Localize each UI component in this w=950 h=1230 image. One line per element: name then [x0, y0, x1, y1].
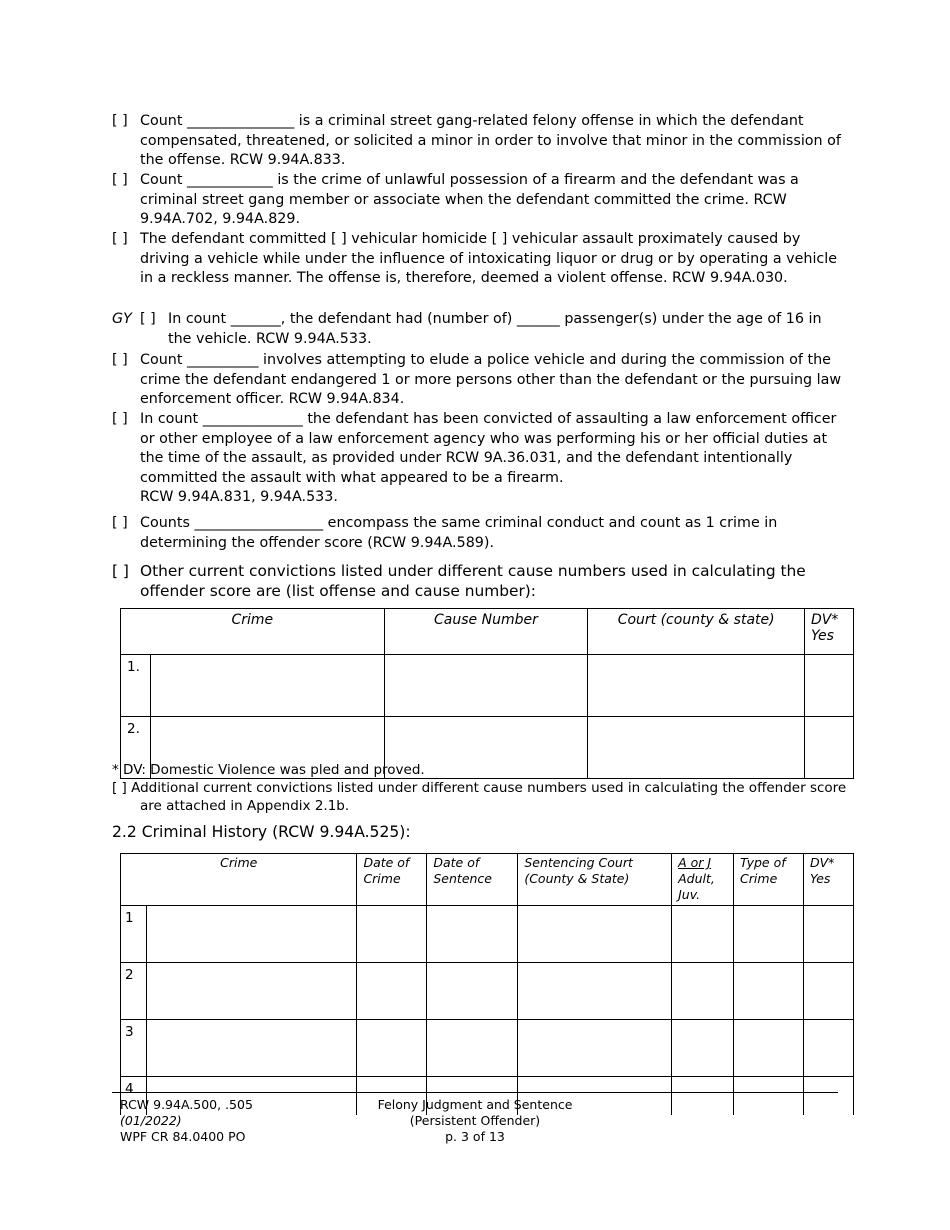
additional-convictions-note[interactable]: [ ] Additional current convictions listed under different cause numbers used in calculating the offender score are attached in Appendix 2.1b.	[112, 780, 847, 814]
adult-juv-cell[interactable]	[672, 963, 734, 1020]
row-number: 2.	[121, 717, 151, 779]
date-of-crime-cell[interactable]	[357, 1020, 427, 1077]
table-row	[121, 963, 854, 1020]
row-number: 1.	[121, 655, 151, 717]
item-text: The defendant committed [ ] vehicular homicide [ ] vehicular assault proximately caused by driving a vehicle while under the influence of intoxicating liquor or drug or by operating a vehicle in a reckless manner. The offense is, therefore, deemed a violent offense. RCW 9.94A.030.	[140, 231, 838, 287]
crime-cell[interactable]	[150, 655, 384, 717]
footer-title: Felony Judgment and Sentence	[377, 1097, 573, 1112]
court-cell[interactable]	[588, 655, 805, 717]
footer-form-number: WPF CR 84.0400 PO	[120, 1129, 246, 1144]
adult-juv-cell[interactable]	[672, 906, 734, 963]
gy-label: GY	[112, 311, 132, 327]
sentencing-court-cell[interactable]	[518, 1020, 672, 1077]
adult-juv-cell[interactable]	[672, 1020, 734, 1077]
item-text: Count ____________ is the crime of unlawful possession of a firearm and the defendant was a criminal street gang member or associate when the defendant committed the crime. RCW 9.94A.702, 9.94A.829.	[140, 172, 799, 228]
checkbox[interactable]: [ ]	[112, 172, 128, 188]
header-dv: DV* Yes	[803, 854, 853, 906]
type-cell[interactable]	[734, 1077, 804, 1116]
header-adult-juv	[672, 854, 734, 906]
type-cell[interactable]	[734, 906, 804, 963]
checkbox[interactable]: [ ]	[140, 311, 156, 327]
type-cell[interactable]	[734, 1020, 804, 1077]
header-dv: DV* Yes	[804, 609, 853, 655]
checkbox[interactable]: [ ]	[112, 515, 128, 531]
item-text: Counts __________________ encompass the same criminal conduct and count as 1 crime in determining the offender score (RCW 9.94A.589).	[140, 515, 778, 551]
dv-cell[interactable]	[803, 906, 853, 963]
passenger-item	[112, 310, 842, 349]
item-text-rcw: RCW 9.94A.831, 9.94A.533.	[140, 489, 338, 506]
header-crime: Crime	[121, 609, 385, 655]
table-row	[121, 1020, 854, 1077]
gang-minor-item	[112, 112, 842, 171]
sentencing-court-cell[interactable]	[518, 906, 672, 963]
checkbox[interactable]: [ ]	[112, 231, 128, 247]
item-text: Count __________ involves attempting to elude a police vehicle and during the commission of the crime the defendant endangered 1 or more persons other than the defendant or the pursuing law enforcement officer. RCW 9.94A.834.	[140, 352, 842, 408]
header-adult-juv-label: Adult, Juv.	[678, 871, 715, 902]
dv-cell[interactable]	[804, 655, 853, 717]
dv-cell[interactable]	[803, 963, 853, 1020]
date-of-sentence-cell[interactable]	[427, 1020, 518, 1077]
date-of-crime-cell[interactable]	[357, 906, 427, 963]
dv-cell[interactable]	[803, 1077, 853, 1116]
footer-divider	[112, 1092, 838, 1093]
checkbox[interactable]: [ ]	[112, 352, 128, 368]
header-cause-number: Cause Number	[384, 609, 588, 655]
row-number: 2	[121, 963, 147, 1020]
type-cell[interactable]	[734, 963, 804, 1020]
date-of-crime-cell[interactable]	[357, 963, 427, 1020]
date-of-sentence-cell[interactable]	[427, 963, 518, 1020]
firearm-gang-item	[112, 171, 842, 230]
same-conduct-item	[112, 514, 842, 553]
item-text: In count _______, the defendant had (number of) ______ passenger(s) under the age of 16 in the vehicle. RCW 9.94A.533.	[168, 311, 822, 347]
checkbox[interactable]: [ ]	[112, 411, 128, 427]
table-header-row	[121, 854, 854, 906]
header-date-of-sentence: Date of Sentence	[427, 854, 518, 906]
crime-cell[interactable]	[146, 906, 356, 963]
dv-cell[interactable]	[803, 1020, 853, 1077]
sentencing-court-cell[interactable]	[518, 963, 672, 1020]
current-convictions-table	[120, 608, 854, 779]
row-number: 4	[121, 1077, 147, 1116]
criminal-history-heading: 2.2 Criminal History (RCW 9.94A.525):	[112, 823, 411, 841]
table-row	[121, 906, 854, 963]
assault-officer-item	[112, 410, 842, 508]
table-row	[121, 655, 854, 717]
checkbox[interactable]: [ ]	[112, 562, 129, 580]
row-number: 1	[121, 906, 147, 963]
footer-page-number: p. 3 of 13	[445, 1129, 505, 1144]
footer-rcw: RCW 9.94A.500, .505	[120, 1097, 253, 1112]
footer-subtitle: (Persistent Offender)	[409, 1113, 541, 1128]
criminal-history-table	[120, 853, 854, 1115]
crime-cell[interactable]	[146, 963, 356, 1020]
elude-item	[112, 351, 842, 410]
row-number: 3	[121, 1020, 147, 1077]
adult-juv-cell[interactable]	[672, 1077, 734, 1116]
header-a-or-j: A or J	[678, 855, 712, 870]
header-sentencing-court: Sentencing Court (County & State)	[518, 854, 672, 906]
item-text: Count _______________ is a criminal street gang-related felony offense in which the defendant compensated, threatened, or solicited a minor in order to involve that minor in the commission of the offense. RCW 9.94A.833.	[140, 113, 841, 169]
item-text: Other current convictions listed under different cause numbers used in calculating the offender score are (list offense and cause number):	[140, 562, 806, 600]
cause-cell[interactable]	[384, 655, 588, 717]
header-court: Court (county & state)	[588, 609, 805, 655]
other-convictions-item	[112, 561, 842, 601]
header-date-of-crime: Date of Crime	[357, 854, 427, 906]
footer-left	[120, 1097, 253, 1145]
footer-center	[330, 1097, 620, 1145]
item-text: In count ______________ the defendant has been convicted of assaulting a law enforcement officer or other employee of a law enforcement agency who was performing his or her official duties at the time of the assault, as provided under RCW 9A.36.031, and the defendant intentionally committed the assault with what appeared to be a firearm.	[140, 411, 837, 486]
crime-cell[interactable]	[146, 1020, 356, 1077]
date-of-sentence-cell[interactable]	[427, 906, 518, 963]
table-header-row	[121, 609, 854, 655]
dv-note: * DV: Domestic Violence was pled and proved.	[112, 762, 425, 778]
header-crime: Crime	[121, 854, 357, 906]
footer-date: (01/2022)	[120, 1113, 182, 1128]
vehicular-item	[112, 230, 842, 289]
checkbox[interactable]: [ ]	[112, 113, 128, 129]
header-type-of-crime: Type of Crime	[734, 854, 804, 906]
